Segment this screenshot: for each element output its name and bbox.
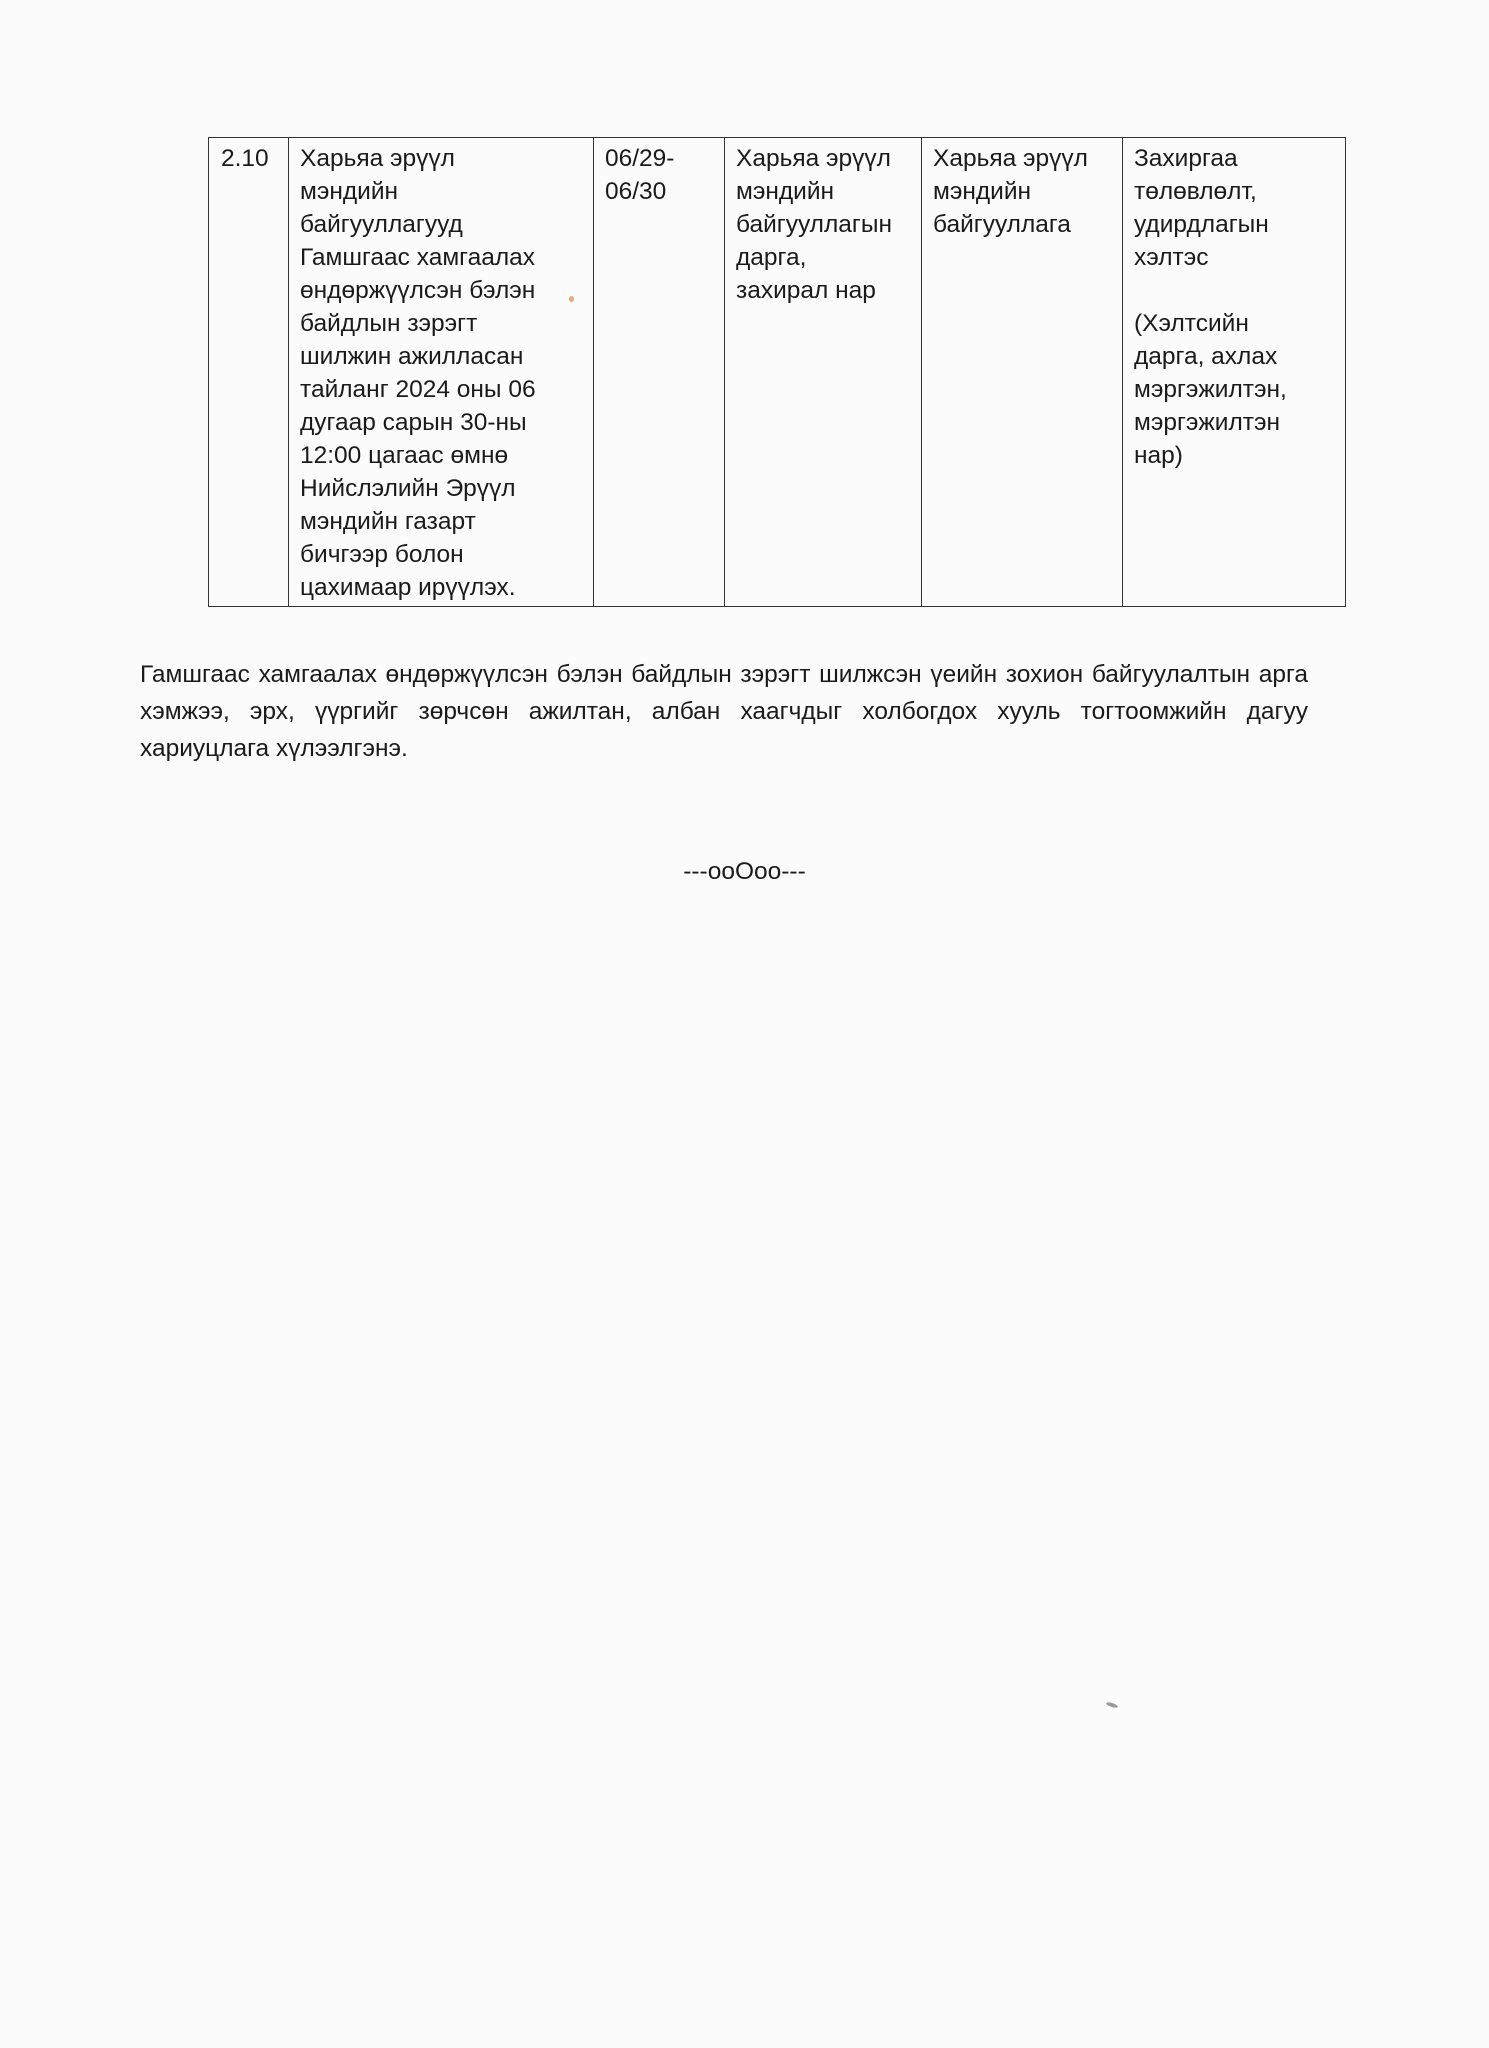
row-number-cell: 2.10 <box>209 138 289 607</box>
date-cell: 06/29- 06/30 <box>594 138 725 607</box>
monitoring-cell: Захиргаа төлөвлөлт, удирдлагын хэлтэс (Хэлтсийн дарга, ахлах мэргэжилтэн, мэргэжилтэн нар) <box>1123 138 1346 607</box>
table-row <box>209 138 1346 607</box>
scan-speck <box>1106 1701 1119 1709</box>
plan-table <box>208 137 1346 607</box>
organization-cell: Харьяа эрүүл мэндийн байгууллага <box>922 138 1123 607</box>
responsibility-note: Гамшгаас хамгаалах өндөржүүлсэн бэлэн байдлын зэрэгт шилжсэн үеийн зохион байгуулалтын арга хэмжээ, эрх, үүргийг зөрчсөн ажилтан, албан хаагчдыг холбогдох хууль тогтоомжийн дагуу хариуцлага хүлээлгэнэ. <box>140 661 1308 762</box>
end-mark: ---ooOoo--- <box>683 858 806 885</box>
responsible-cell: Харьяа эрүүл мэндийн байгууллагын дарга, захирал нар <box>725 138 922 607</box>
scan-speck <box>569 296 574 302</box>
task-cell: Харьяа эрүүл мэндийн байгууллагууд Гамшгаас хамгаалах өндөржүүлсэн бэлэн байдлын зэрэгт шилжин ажилласан тайланг 2024 оны 06 дугаар сарын 30-ны 12:00 цагаас өмнө Нийслэлийн Эрүүл мэндийн газарт бичгээр болон цахимаар ирүүлэх. <box>289 138 594 607</box>
